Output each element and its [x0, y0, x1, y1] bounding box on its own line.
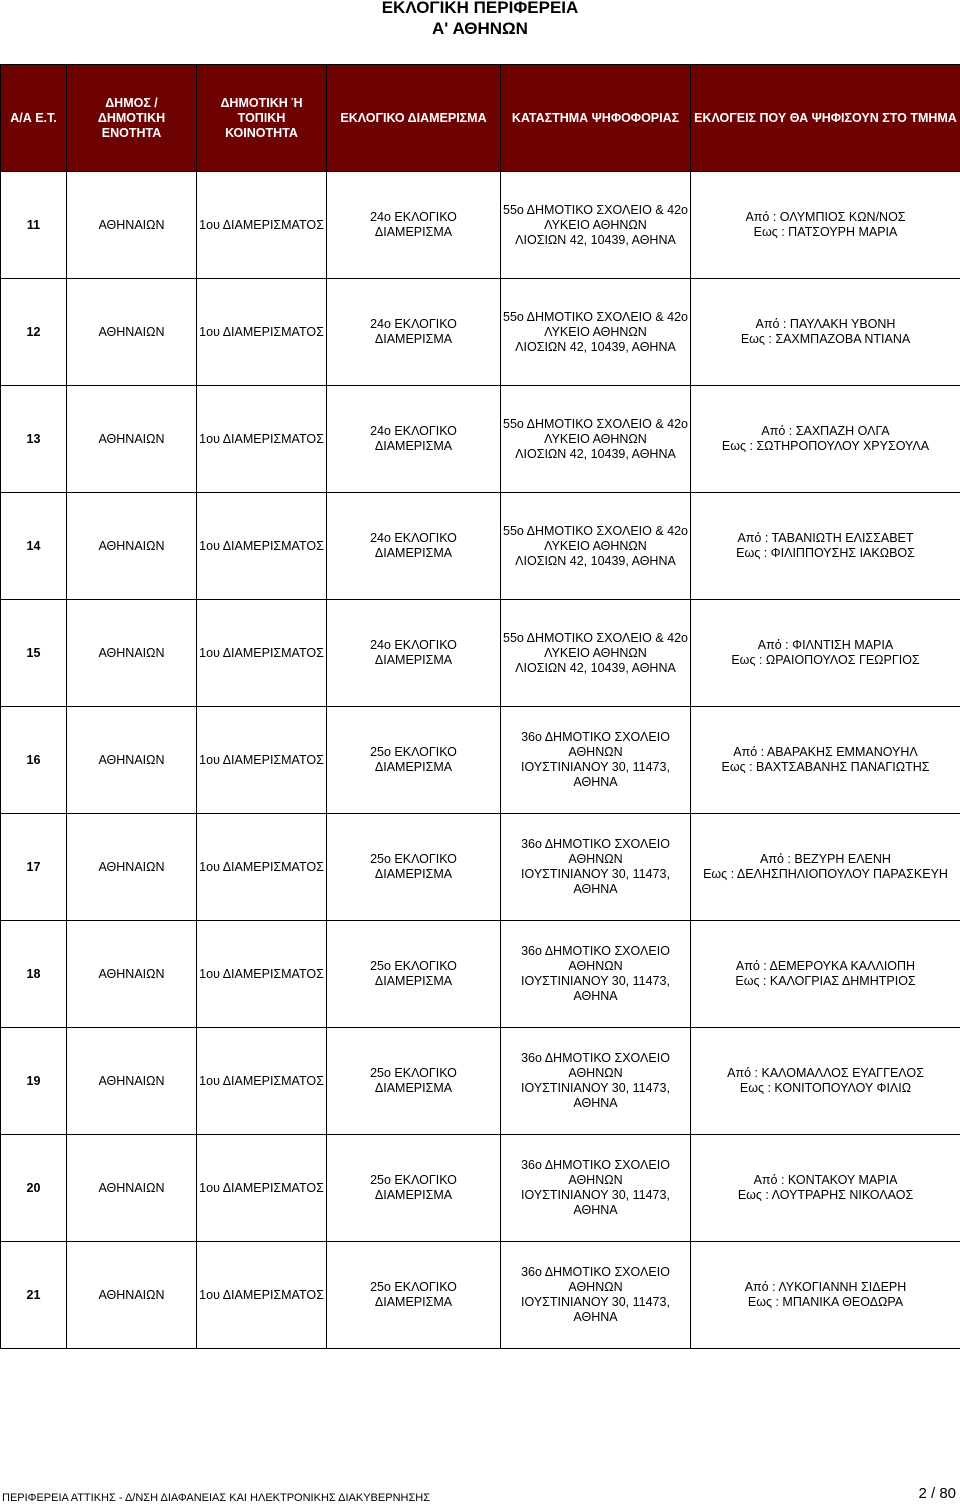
station-cell: 55ο ΔΗΜΟΤΙΚΟ ΣΧΟΛΕΙΟ & 42ο ΛΥΚΕΙΟ ΑΘΗΝΩΝ ΛΙΟΣΙΩΝ 42, 10439, ΑΘΗΝΑ	[501, 600, 691, 707]
header-municipality: ΔΗΜΟΣ / ΔΗΜΟΤΙΚΗ ΕΝΟΤΗΤΑ	[67, 65, 197, 172]
table-row	[1, 921, 960, 1028]
voters-range-cell	[691, 921, 960, 1028]
district-cell: 24ο ΕΚΛΟΓΙΚΟ ΔΙΑΜΕΡΙΣΜΑ	[327, 386, 501, 493]
community-cell: 1ου ΔΙΑΜΕΡΙΣΜΑΤΟΣ	[197, 707, 327, 814]
voters-from: Από : ΑΒΑΡΑΚΗΣ ΕΜΜΑΝΟΥΗΛ	[733, 745, 918, 759]
voters-range-cell	[691, 493, 960, 600]
voters-to: Εως : ΛΟΥΤΡΑΡΗΣ ΝΙΚΟΛΑΟΣ	[737, 1188, 914, 1202]
voters-range-cell	[691, 600, 960, 707]
row-number: 14	[1, 493, 67, 600]
district-cell: 25ο ΕΚΛΟΓΙΚΟ ΔΙΑΜΕΡΙΣΜΑ	[327, 921, 501, 1028]
table-row	[1, 1135, 960, 1242]
municipality-cell: ΑΘΗΝΑΙΩΝ	[67, 172, 197, 279]
municipality-cell: ΑΘΗΝΑΙΩΝ	[67, 600, 197, 707]
table-row	[1, 1028, 960, 1135]
voters-from: Από : ΚΑΛΟΜΑΛΛΟΣ ΕΥΑΓΓΕΛΟΣ	[727, 1066, 924, 1080]
page-subtitle: Α' ΑΘΗΝΩΝ	[432, 19, 528, 38]
district-cell: 25ο ΕΚΛΟΓΙΚΟ ΔΙΑΜΕΡΙΣΜΑ	[327, 1135, 501, 1242]
community-cell: 1ου ΔΙΑΜΕΡΙΣΜΑΤΟΣ	[197, 1135, 327, 1242]
voters-to: Εως : ΣΑΧΜΠΑΖΟΒΑ ΝΤΙΑΝΑ	[740, 332, 911, 346]
table-row	[1, 172, 960, 279]
community-cell: 1ου ΔΙΑΜΕΡΙΣΜΑΤΟΣ	[197, 600, 327, 707]
community-cell: 1ου ΔΙΑΜΕΡΙΣΜΑΤΟΣ	[197, 921, 327, 1028]
station-cell: 55ο ΔΗΜΟΤΙΚΟ ΣΧΟΛΕΙΟ & 42ο ΛΥΚΕΙΟ ΑΘΗΝΩΝ ΛΙΟΣΙΩΝ 42, 10439, ΑΘΗΝΑ	[501, 172, 691, 279]
table-row	[1, 279, 960, 386]
community-cell: 1ου ΔΙΑΜΕΡΙΣΜΑΤΟΣ	[197, 493, 327, 600]
voters-to: Εως : ΦΙΛΙΠΠΟΥΣΗΣ ΙΑΚΩΒΟΣ	[736, 546, 915, 560]
community-cell: 1ου ΔΙΑΜΕΡΙΣΜΑΤΟΣ	[197, 1242, 327, 1349]
voters-from: Από : ΦΙΛΝΤΙΣΗ ΜΑΡΙΑ	[757, 638, 894, 652]
row-number: 13	[1, 386, 67, 493]
row-number: 16	[1, 707, 67, 814]
district-cell: 24ο ΕΚΛΟΓΙΚΟ ΔΙΑΜΕΡΙΣΜΑ	[327, 279, 501, 386]
header-voters: ΕΚΛΟΓΕΙΣ ΠΟΥ ΘΑ ΨΗΦΙΣΟΥΝ ΣΤΟ ΤΜΗΜΑ	[691, 65, 960, 172]
station-cell: 36ο ΔΗΜΟΤΙΚΟ ΣΧΟΛΕΙΟ ΑΘΗΝΩΝ ΙΟΥΣΤΙΝΙΑΝΟΥ 30, 11473, ΑΘΗΝΑ	[501, 1242, 691, 1349]
community-cell: 1ου ΔΙΑΜΕΡΙΣΜΑΤΟΣ	[197, 386, 327, 493]
page-number: 2 / 80	[918, 1485, 956, 1502]
voters-from: Από : ΚΟΝΤΑΚΟΥ ΜΑΡΙΑ	[753, 1173, 898, 1187]
station-cell: 36ο ΔΗΜΟΤΙΚΟ ΣΧΟΛΕΙΟ ΑΘΗΝΩΝ ΙΟΥΣΤΙΝΙΑΝΟΥ 30, 11473, ΑΘΗΝΑ	[501, 814, 691, 921]
community-cell: 1ου ΔΙΑΜΕΡΙΣΜΑΤΟΣ	[197, 279, 327, 386]
voters-range-cell	[691, 279, 960, 386]
voters-from: Από : ΟΛΥΜΠΙΟΣ ΚΩΝ/ΝΟΣ	[745, 210, 906, 224]
municipality-cell: ΑΘΗΝΑΙΩΝ	[67, 1135, 197, 1242]
row-number: 12	[1, 279, 67, 386]
municipality-cell: ΑΘΗΝΑΙΩΝ	[67, 279, 197, 386]
voters-to: Εως : ΩΡΑΙΟΠΟΥΛΟΣ ΓΕΩΡΓΙΟΣ	[731, 653, 920, 667]
community-cell: 1ου ΔΙΑΜΕΡΙΣΜΑΤΟΣ	[197, 814, 327, 921]
municipality-cell: ΑΘΗΝΑΙΩΝ	[67, 921, 197, 1028]
polling-table	[0, 64, 960, 1349]
table-row	[1, 1242, 960, 1349]
station-cell: 36ο ΔΗΜΟΤΙΚΟ ΣΧΟΛΕΙΟ ΑΘΗΝΩΝ ΙΟΥΣΤΙΝΙΑΝΟΥ 30, 11473, ΑΘΗΝΑ	[501, 707, 691, 814]
municipality-cell: ΑΘΗΝΑΙΩΝ	[67, 1242, 197, 1349]
station-cell: 55ο ΔΗΜΟΤΙΚΟ ΣΧΟΛΕΙΟ & 42ο ΛΥΚΕΙΟ ΑΘΗΝΩΝ ΛΙΟΣΙΩΝ 42, 10439, ΑΘΗΝΑ	[501, 279, 691, 386]
row-number: 20	[1, 1135, 67, 1242]
community-cell: 1ου ΔΙΑΜΕΡΙΣΜΑΤΟΣ	[197, 172, 327, 279]
municipality-cell: ΑΘΗΝΑΙΩΝ	[67, 814, 197, 921]
voters-to: Εως : ΣΩΤΗΡΟΠΟΥΛΟΥ ΧΡΥΣΟΥΛΑ	[721, 439, 930, 453]
station-cell: 36ο ΔΗΜΟΤΙΚΟ ΣΧΟΛΕΙΟ ΑΘΗΝΩΝ ΙΟΥΣΤΙΝΙΑΝΟΥ 30, 11473, ΑΘΗΝΑ	[501, 921, 691, 1028]
header-district: ΕΚΛΟΓΙΚΟ ΔΙΑΜΕΡΙΣΜΑ	[327, 65, 501, 172]
voters-from: Από : ΒΕΖΥΡΗ ΕΛΕΝΗ	[760, 852, 891, 866]
footer-organization: ΠΕΡΙΦΕΡΕΙΑ ΑΤΤΙΚΗΣ - Δ/ΝΣΗ ΔΙΑΦΑΝΕΙΑΣ ΚΑΙ ΗΛΕΚΤΡΟΝΙΚΗΣ ΔΙΑΚΥΒΕΡΝΗΣΗΣ	[2, 1492, 431, 1504]
voters-to: Εως : ΚΟΝΙΤΟΠΟΥΛΟΥ ΦΙΛΙΩ	[739, 1081, 912, 1095]
voters-to: Εως : ΜΠΑΝΙΚΑ ΘΕΟΔΩΡΑ	[747, 1295, 904, 1309]
municipality-cell: ΑΘΗΝΑΙΩΝ	[67, 386, 197, 493]
header-row	[1, 65, 960, 172]
voters-to: Εως : ΔΕΛΗΣΠΗΛΙΟΠΟΥΛΟΥ ΠΑΡΑΣΚΕΥΗ	[703, 867, 948, 881]
row-number: 18	[1, 921, 67, 1028]
table-row	[1, 493, 960, 600]
station-cell: 36ο ΔΗΜΟΤΙΚΟ ΣΧΟΛΕΙΟ ΑΘΗΝΩΝ ΙΟΥΣΤΙΝΙΑΝΟΥ 30, 11473, ΑΘΗΝΑ	[501, 1028, 691, 1135]
voters-range-cell	[691, 814, 960, 921]
station-cell: 55ο ΔΗΜΟΤΙΚΟ ΣΧΟΛΕΙΟ & 42ο ΛΥΚΕΙΟ ΑΘΗΝΩΝ ΛΙΟΣΙΩΝ 42, 10439, ΑΘΗΝΑ	[501, 493, 691, 600]
row-number: 17	[1, 814, 67, 921]
voters-to: Εως : ΠΑΤΣΟΥΡΗ ΜΑΡΙΑ	[753, 225, 898, 239]
municipality-cell: ΑΘΗΝΑΙΩΝ	[67, 493, 197, 600]
voters-from: Από : ΔΕΜΕΡΟΥΚΑ ΚΑΛΛΙΟΠΗ	[735, 959, 916, 973]
header-community: ΔΗΜΟΤΙΚΗ Ή ΤΟΠΙΚΗ ΚΟΙΝΟΤΗΤΑ	[197, 65, 327, 172]
station-cell: 36ο ΔΗΜΟΤΙΚΟ ΣΧΟΛΕΙΟ ΑΘΗΝΩΝ ΙΟΥΣΤΙΝΙΑΝΟΥ 30, 11473, ΑΘΗΝΑ	[501, 1135, 691, 1242]
district-cell: 25ο ΕΚΛΟΓΙΚΟ ΔΙΑΜΕΡΙΣΜΑ	[327, 707, 501, 814]
voters-range-cell	[691, 386, 960, 493]
district-cell: 25ο ΕΚΛΟΓΙΚΟ ΔΙΑΜΕΡΙΣΜΑ	[327, 814, 501, 921]
voters-range-cell	[691, 1242, 960, 1349]
table-row	[1, 386, 960, 493]
voters-range-cell	[691, 1135, 960, 1242]
row-number: 15	[1, 600, 67, 707]
voters-from: Από : ΛΥΚΟΓΙΑΝΝΗ ΣΙΔΕΡΗ	[744, 1280, 907, 1294]
table-row	[1, 814, 960, 921]
voters-from: Από : ΤΑΒΑΝΙΩΤΗ ΕΛΙΣΣΑΒΕΤ	[737, 531, 914, 545]
voters-to: Εως : ΚΑΛΟΓΡΙΑΣ ΔΗΜΗΤΡΙΟΣ	[735, 974, 916, 988]
municipality-cell: ΑΘΗΝΑΙΩΝ	[67, 1028, 197, 1135]
row-number: 21	[1, 1242, 67, 1349]
district-cell: 25ο ΕΚΛΟΓΙΚΟ ΔΙΑΜΕΡΙΣΜΑ	[327, 1242, 501, 1349]
district-cell: 25ο ΕΚΛΟΓΙΚΟ ΔΙΑΜΕΡΙΣΜΑ	[327, 1028, 501, 1135]
header-station: ΚΑΤΑΣΤΗΜΑ ΨΗΦΟΦΟΡΙΑΣ	[501, 65, 691, 172]
table-row	[1, 600, 960, 707]
voters-to: Εως : ΒΑΧΤΣΑΒΑΝΗΣ ΠΑΝΑΓΙΩΤΗΣ	[721, 760, 930, 774]
row-number: 19	[1, 1028, 67, 1135]
community-cell: 1ου ΔΙΑΜΕΡΙΣΜΑΤΟΣ	[197, 1028, 327, 1135]
district-cell: 24ο ΕΚΛΟΓΙΚΟ ΔΙΑΜΕΡΙΣΜΑ	[327, 172, 501, 279]
voters-range-cell	[691, 1028, 960, 1135]
municipality-cell: ΑΘΗΝΑΙΩΝ	[67, 707, 197, 814]
table-row	[1, 707, 960, 814]
station-cell: 55ο ΔΗΜΟΤΙΚΟ ΣΧΟΛΕΙΟ & 42ο ΛΥΚΕΙΟ ΑΘΗΝΩΝ ΛΙΟΣΙΩΝ 42, 10439, ΑΘΗΝΑ	[501, 386, 691, 493]
voters-range-cell	[691, 172, 960, 279]
district-cell: 24ο ΕΚΛΟΓΙΚΟ ΔΙΑΜΕΡΙΣΜΑ	[327, 600, 501, 707]
district-cell: 24ο ΕΚΛΟΓΙΚΟ ΔΙΑΜΕΡΙΣΜΑ	[327, 493, 501, 600]
header-aa: Α/Α Ε.Τ.	[1, 65, 67, 172]
page-title: ΕΚΛΟΓΙΚΗ ΠΕΡΙΦΕΡΕΙΑ	[381, 0, 579, 17]
row-number: 11	[1, 172, 67, 279]
voters-range-cell	[691, 707, 960, 814]
voters-from: Από : ΣΑΧΠΑΖΗ ΟΛΓΑ	[761, 424, 890, 438]
voters-from: Από : ΠΑΥΛΑΚΗ ΥΒΟΝΗ	[755, 317, 896, 331]
